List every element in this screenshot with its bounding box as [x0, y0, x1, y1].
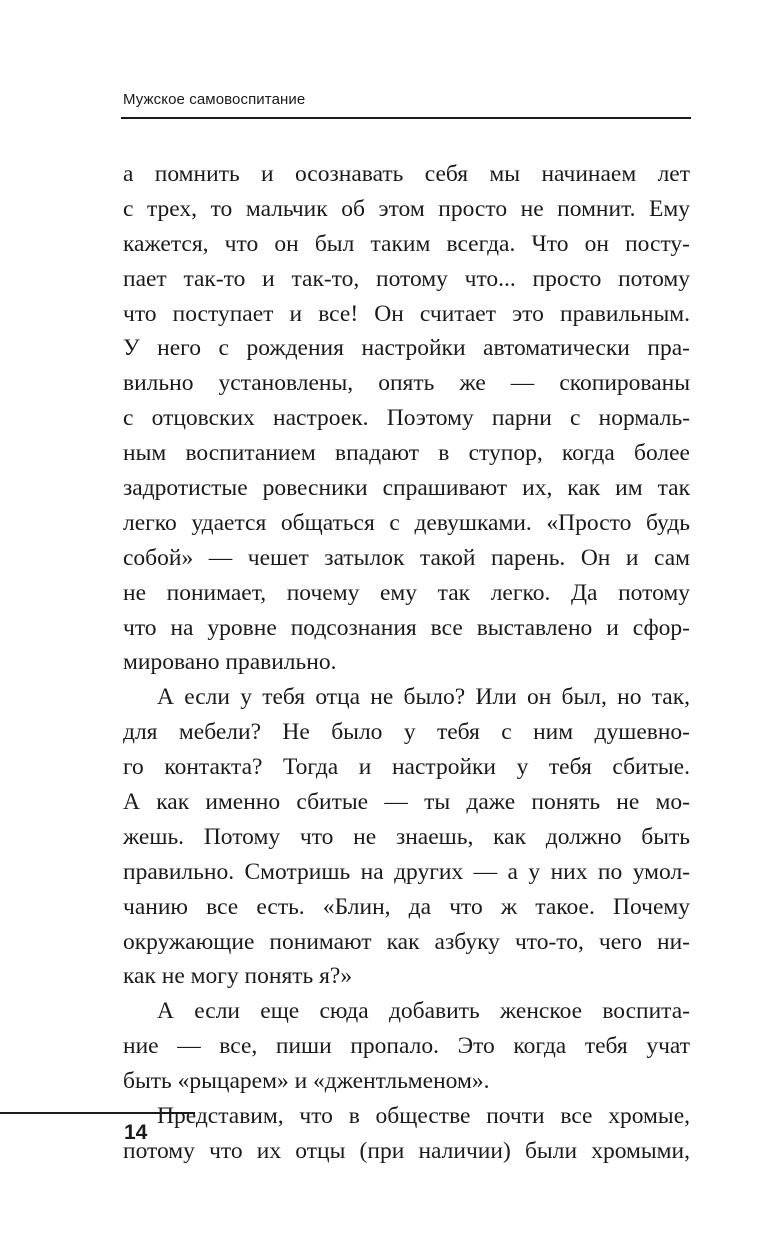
text-line: го контакта? Тогда и настройки у тебя сбитые. — [123, 754, 690, 781]
text-line: А как именно сбитые — ты даже понять не мо- — [123, 789, 690, 816]
text-line: вильно установлены, опять же — скопированы — [123, 370, 690, 397]
text-line: мировано правильно. — [123, 649, 337, 676]
text-line: правильно. Смотришь на других — а у них по умол- — [123, 858, 690, 885]
text-line: ным воспитанием впадают в ступор, когда более — [123, 440, 690, 467]
text-line: пает так-то и так-то, потому что... просто потому — [123, 265, 690, 292]
text-line: потому что их отцы (при наличии) были хромыми, — [123, 1137, 690, 1164]
text-line: кажется, что он был таким всегда. Что он посту- — [123, 230, 690, 257]
header-rule — [121, 117, 691, 119]
text-line: А если у тебя отца не было? Или он был, но так, — [157, 684, 690, 711]
text-line: чанию все есть. «Блин, да что ж такое. Почему — [123, 893, 690, 920]
text-line: с отцовских настроек. Поэтому парни с нормаль- — [123, 405, 690, 432]
page-number: 14 — [124, 1121, 148, 1144]
text-line: Представим, что в обществе почти все хромые, — [157, 1103, 690, 1130]
text-line: жешь. Потому что не знаешь, как должно быть — [123, 823, 690, 850]
running-head: Мужское самовоспитание — [123, 91, 306, 108]
text-line: У него с рождения настройки автоматически пра- — [123, 335, 690, 362]
text-line: ние — все, пиши пропало. Это когда тебя учат — [123, 1033, 690, 1060]
text-line: для мебели? Не было у тебя с ним душевно- — [123, 719, 690, 746]
text-line: А если еще сюда добавить женское воспита- — [157, 998, 690, 1025]
text-line: быть «рыцарем» и «джентльменом». — [123, 1068, 490, 1095]
text-line: не понимает, почему ему так легко. Да потому — [123, 579, 690, 606]
text-line: легко удается общаться с девушками. «Просто будь — [123, 509, 690, 536]
text-line: с трех, то мальчик об этом просто не помнит. Ему — [123, 195, 690, 222]
text-line: что поступает и все! Он считает это правильным. — [123, 300, 690, 327]
text-line: окружающие понимают как азбуку что-то, чего ни- — [123, 928, 690, 955]
text-line: собой» — чешет затылок такой парень. Он и сам — [123, 544, 690, 571]
text-line: а помнить и осознавать себя мы начинаем лет — [123, 161, 690, 187]
text-line: что на уровне подсознания все выставлено и сфор- — [123, 614, 690, 641]
footer-rule — [0, 1112, 195, 1114]
text-line: как не могу понять я?» — [123, 963, 353, 990]
page-body-text — [123, 157, 690, 1169]
text-line: задротистые ровесники спрашивают их, как им так — [123, 475, 690, 502]
